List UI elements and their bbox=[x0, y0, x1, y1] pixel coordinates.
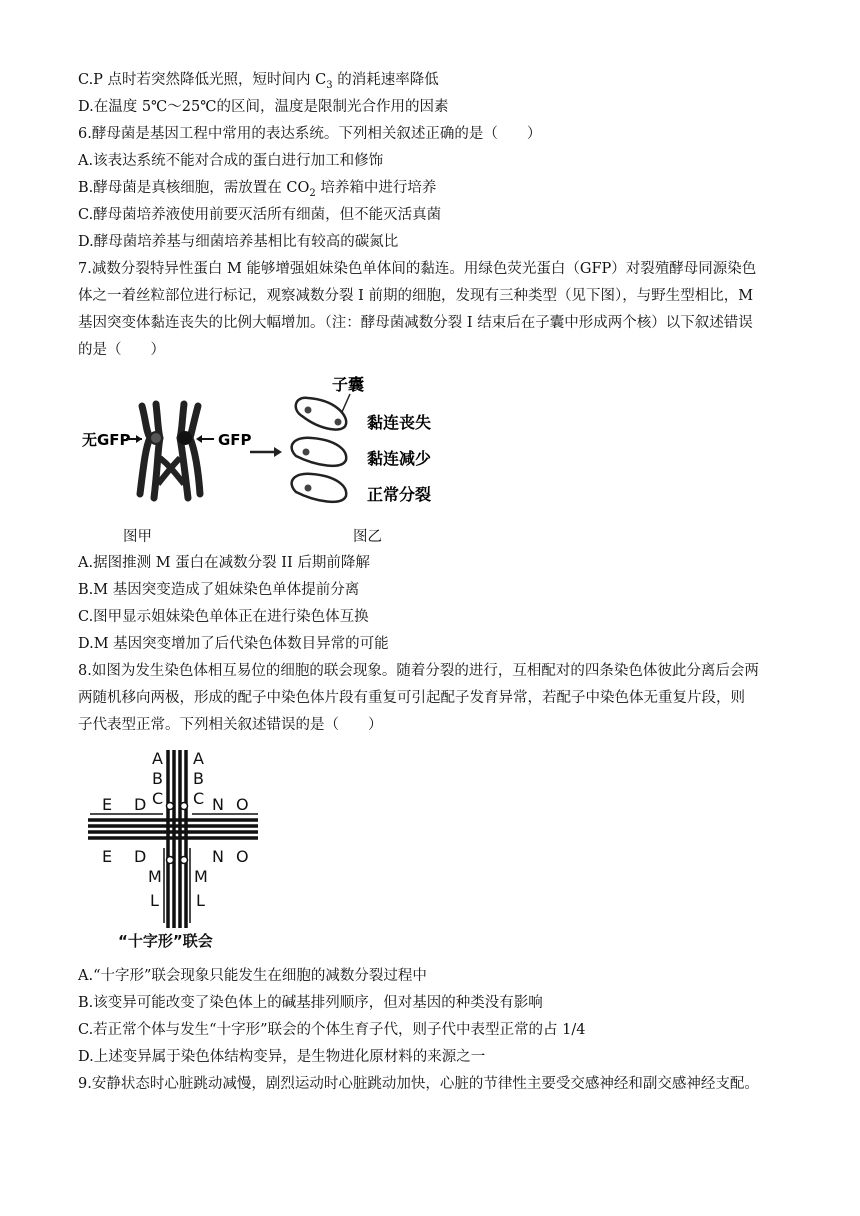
q6-option-d: D.酵母菌培养基与细菌培养基相比有较高的碳氮比 bbox=[78, 234, 399, 250]
q6-option-a: A.该表达系统不能对合成的蛋白进行加工和修饰 bbox=[78, 153, 384, 169]
gfp-arrowhead bbox=[196, 435, 202, 443]
q7-stem-line1: 7.减数分裂特异性蛋白 M 能够增强姐妹染色单体间的黏连。用绿色荧光蛋白（GFP）对裂殖酵母同源染色 bbox=[78, 261, 757, 277]
cross-synapsis-figure bbox=[78, 748, 278, 953]
q5-option-d: D.在温度 5℃～25℃的区间，温度是限制光合作用的因素 bbox=[78, 99, 449, 115]
gene-l-right: L bbox=[196, 891, 205, 910]
gene-n-lower: N bbox=[212, 847, 224, 866]
adhesion-reduced-label: 黏连减少 bbox=[367, 449, 432, 468]
gene-l-left: L bbox=[150, 891, 159, 910]
ascus-2 bbox=[292, 438, 347, 466]
q8-option-b: B.该变异可能改变了染色体上的碱基排列顺序，但对基因的种类没有影响 bbox=[78, 995, 543, 1011]
cross-synapsis-caption: “十字形”联会 bbox=[118, 932, 213, 950]
ascus-label: 子囊 bbox=[332, 375, 365, 394]
gene-e-lower: E bbox=[102, 847, 113, 866]
q7-option-d: D.M 基因突变增加了后代染色体数目异常的可能 bbox=[78, 636, 389, 652]
gene-a-left: A bbox=[152, 749, 163, 768]
q8-stem-line1: 8.如图为发生染色体相互易位的细胞的联会现象。随着分裂的进行，互相配对的四条染色体彼此分离后会两 bbox=[78, 663, 759, 679]
q6-stem: 6.酵母菌是基因工程中常用的表达系统。下列相关叙述正确的是（ ） bbox=[78, 126, 542, 142]
gene-e-upper: E bbox=[102, 795, 113, 814]
q7-option-a: A.据图推测 M 蛋白在减数分裂 II 后期前降解 bbox=[78, 555, 370, 571]
q6-option-b: B.酵母菌是真核细胞，需放置在 $CO_2$ 培养箱中进行培养 bbox=[78, 180, 437, 199]
q8-stem-line2: 两随机移向两极，形成的配子中染色体片段有重复可引起配子发育异常，若配子中染色体无重复片段，则 bbox=[78, 690, 745, 706]
no-gfp-arrowhead bbox=[136, 435, 142, 443]
gene-o-lower: O bbox=[236, 847, 249, 866]
ascus-1 bbox=[296, 398, 346, 430]
q7-option-c: C.图甲显示姐妹染色单体正在进行染色体互换 bbox=[78, 609, 369, 625]
q8-option-c: C.若正常个体与发生“十字形”联会的个体生育子代，则子代中表型正常的占 1/4 bbox=[78, 1022, 586, 1038]
gene-c-right: C bbox=[193, 789, 205, 808]
adhesion-loss-label: 黏连丧失 bbox=[367, 413, 432, 432]
q6-option-c: C.酵母菌培养液使用前要灭活所有细菌，但不能灭活真菌 bbox=[78, 207, 442, 223]
process-arrowhead bbox=[274, 447, 282, 457]
gene-m-right: M bbox=[194, 867, 208, 886]
chromosome-pair-diagram bbox=[140, 404, 200, 498]
gene-b-left: B bbox=[152, 769, 163, 788]
q7-option-b: B.M 基因突变造成了姐妹染色单体提前分离 bbox=[78, 582, 360, 598]
q8-option-a: A.“十字形”联会现象只能发生在细胞的减数分裂过程中 bbox=[78, 968, 427, 984]
q7-stem-line3: 基因突变体黏连丧失的比例大幅增加。（注：酵母菌减数分裂 I 结束后在子囊中形成两个核）以下叙述错误 bbox=[78, 315, 753, 331]
q7-stem-line4: 的是（ ） bbox=[78, 342, 165, 358]
q7-stem-line2: 体之一着丝粒部位进行标记，观察减数分裂 I 前期的细胞，发现有三种类型（见下图），与野生型相比，M bbox=[78, 288, 754, 304]
gene-c-left: C bbox=[152, 789, 164, 808]
gene-b-right: B bbox=[193, 769, 204, 788]
q5-option-c: C.P 点时若突然降低光照，短时间内 $C_3$ 的消耗速率降低 bbox=[78, 72, 439, 91]
q8-option-d: D.上述变异属于染色体结构变异，是生物进化原材料的来源之一 bbox=[78, 1049, 486, 1065]
figure-a-caption: 图甲 bbox=[123, 529, 152, 545]
gfp-label: GFP bbox=[218, 431, 252, 449]
ascus-3 bbox=[292, 474, 347, 502]
q7-figure bbox=[80, 366, 460, 516]
no-gfp-label: 无GFP bbox=[82, 431, 131, 449]
normal-division-label: 正常分裂 bbox=[367, 485, 432, 504]
q8-stem-line3: 子代表型正常。下列相关叙述错误的是（ ） bbox=[78, 717, 383, 733]
q9-stem: 9.安静状态时心脏跳动减慢，剧烈运动时心脏跳动加快，心脏的节律性主要受交感神经和副交感神经支配。 bbox=[78, 1076, 759, 1092]
gene-o-upper: O bbox=[236, 795, 249, 814]
ascus-pointer bbox=[342, 394, 350, 412]
gene-a-right: A bbox=[193, 749, 204, 768]
gene-n-upper: N bbox=[212, 795, 224, 814]
gene-d-lower: D bbox=[134, 847, 147, 866]
gene-m-left: M bbox=[148, 867, 162, 886]
figure-b-caption: 图乙 bbox=[353, 529, 382, 545]
gene-d-upper: D bbox=[134, 795, 147, 814]
